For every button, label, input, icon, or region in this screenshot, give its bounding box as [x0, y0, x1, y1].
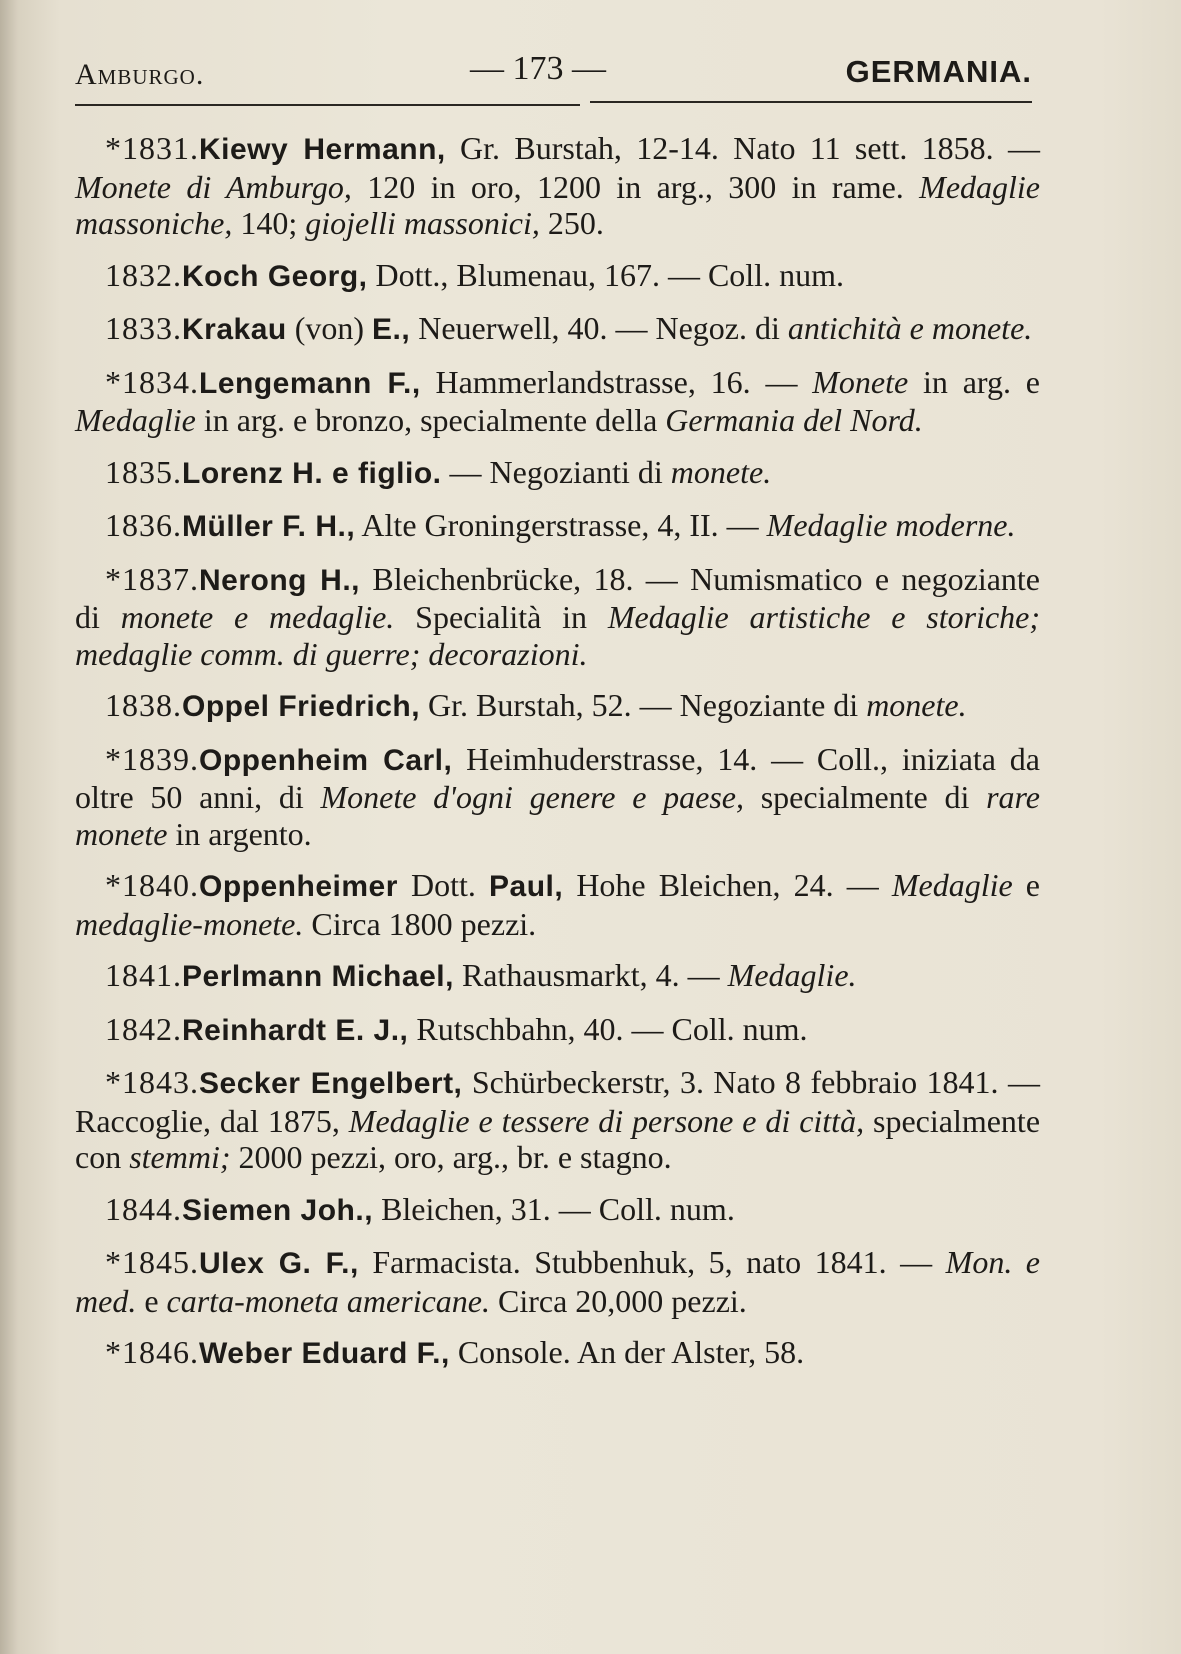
header-rule-left: [75, 104, 580, 106]
entry-italic: Medaglie e tessere di persone e di città,: [348, 1102, 865, 1139]
entry-italic: Medaglie moderne.: [766, 507, 1016, 543]
entry-italic: stemmi;: [129, 1139, 231, 1175]
entry-italic: Monete di Amburgo,: [75, 168, 352, 205]
entry-text: e: [1012, 867, 1041, 903]
entry-text: Specialità in: [394, 599, 608, 635]
entry-name: Oppenheimer: [199, 870, 398, 903]
entry-italic: Medaglie.: [727, 957, 857, 993]
entry-name: Paul,: [489, 870, 564, 903]
entry-1841: [75, 957, 1040, 996]
entry-name: Weber Eduard F.,: [199, 1337, 450, 1370]
entry-italic: Monete d'ogni genere e paese,: [320, 779, 744, 815]
entry-number: 1836.: [105, 507, 182, 543]
entry-number: 1842.: [105, 1010, 182, 1047]
entry-text: Farmacista. Stubbenhuk, 5, nato 1841. —: [358, 1244, 946, 1280]
entry-name: Secker Engelbert,: [199, 1067, 463, 1100]
entry-text: Circa 1800 pezzi.: [303, 905, 537, 942]
entry-text: Dott.: [397, 867, 489, 903]
entry-1834: [75, 364, 1040, 439]
entry-name: Lengemann F.,: [199, 366, 421, 400]
entry-1844: [75, 1191, 1040, 1230]
entry-number: 1841.: [105, 957, 182, 993]
entry-1843: [75, 1064, 1040, 1176]
entry-text: Neuerwell, 40. — Negoz. di: [410, 310, 788, 346]
entry-number: *: [105, 1064, 122, 1100]
entry-text: 120 in oro, 1200 in arg., 300 in rame.: [351, 168, 920, 205]
entry-number: 1833.: [105, 310, 182, 346]
entry-text: Rathausmarkt, 4. —: [453, 957, 728, 993]
entry-name: Perlmann Michael,: [182, 960, 454, 993]
entry-text: in arg. e: [908, 363, 1041, 400]
entry-1831: [75, 130, 1040, 242]
entry-text: Circa 20,000 pezzi.: [489, 1282, 747, 1319]
entry-number: *: [105, 1244, 122, 1280]
entry-italic: Mon. e med.: [75, 1244, 1041, 1319]
entry-name: Müller F. H.,: [182, 510, 356, 543]
entry-name: Reinhardt E. J.,: [182, 1013, 409, 1047]
entry-number: 1846.: [122, 1334, 199, 1370]
entry-number: 1840.: [122, 867, 199, 903]
entry-number: 1837.: [122, 560, 199, 597]
entry-italic: monete e medaglie.: [120, 599, 395, 635]
entry-number: 1835.: [105, 453, 182, 490]
book-page: [75, 50, 1040, 1388]
entry-name: Oppel Friedrich,: [182, 690, 421, 723]
entry-italic: monete.: [670, 453, 772, 490]
entry-text: e: [136, 1282, 167, 1319]
entry-number: 1832.: [105, 256, 182, 293]
entry-text: Rutschbahn, 40. — Coll. num.: [408, 1010, 808, 1047]
entry-italic: monete.: [866, 687, 967, 723]
entry-1839: [75, 741, 1040, 853]
entry-name: Koch Georg,: [182, 259, 368, 293]
entry-text: Gr. Burstah, 52. — Negoziante di: [420, 687, 867, 723]
entry-number: 1838.: [105, 687, 182, 723]
entry-name: E.,: [372, 313, 411, 346]
running-header: [75, 50, 1040, 110]
header-country: GERMANIA.: [845, 54, 1032, 89]
entry-text: Dott., Blumenau, 167. — Coll. num.: [367, 256, 844, 293]
entry-number: *: [105, 1334, 122, 1370]
entry-text: Alte Groningerstrasse, 4, II. —: [355, 507, 767, 543]
entry-list: [75, 130, 1040, 1373]
entry-text: Hohe Bleichen, 24. —: [563, 867, 892, 903]
entry-name: Lorenz H. e figlio.: [182, 456, 442, 490]
entry-text: Bleichenbrücke, 18. — Numismatico e negoziante di: [75, 560, 1041, 635]
entry-number: 1843.: [122, 1064, 199, 1100]
entry-number: 1839.: [122, 740, 199, 777]
entry-italic: giojelli massonici,: [305, 205, 540, 241]
entry-1833: [75, 310, 1040, 349]
entry-number: *: [105, 363, 122, 400]
entry-number: *: [105, 130, 122, 166]
entry-text: specialmente di: [744, 779, 987, 815]
header-city: Amburgo.: [75, 58, 205, 91]
entry-name: Krakau: [182, 313, 287, 346]
entry-name: Nerong H.,: [199, 563, 361, 597]
entry-number: *: [105, 867, 122, 903]
entry-number: *: [105, 740, 122, 777]
entry-number: 1834.: [122, 363, 199, 400]
entry-text: — Negozianti di: [441, 453, 671, 490]
entry-text: 250.: [539, 205, 604, 241]
entry-1845: [75, 1244, 1040, 1319]
entry-number: 1845.: [122, 1244, 199, 1280]
entry-italic: Medaglie: [75, 402, 196, 438]
entry-text: Bleichen, 31. — Coll. num.: [373, 1190, 735, 1227]
entry-italic: Medaglie massoniche,: [75, 168, 1040, 241]
entry-name: Oppenheim Carl,: [199, 743, 453, 777]
entry-number: *: [105, 560, 122, 597]
entry-1832: [75, 257, 1040, 296]
entry-italic: Germania del Nord.: [665, 402, 923, 438]
entry-1835: [75, 454, 1040, 493]
entry-text: (von): [286, 310, 373, 346]
entry-text: in argento.: [167, 815, 312, 852]
entry-1836: [75, 507, 1040, 546]
entry-1846: [75, 1334, 1040, 1373]
entry-1838: [75, 687, 1040, 726]
entry-italic: Monete: [812, 363, 909, 400]
page-number: — 173 —: [470, 50, 606, 87]
entry-italic: Medaglie artistiche e storiche; medaglie comm. di guerre; decorazioni.: [75, 599, 1041, 672]
entry-italic: medaglie-monete.: [75, 905, 304, 942]
entry-text: 140;: [232, 205, 306, 241]
entry-text: specialmente con: [75, 1102, 1041, 1175]
entry-text: Heimhuderstrasse, 14. — Coll., iniziata da oltre 50 anni, di: [75, 740, 1040, 815]
entry-name: Kiewy Hermann,: [199, 133, 446, 166]
entry-text: in arg. e bronzo, specialmente della: [195, 402, 666, 438]
entry-text: Schürbeckerstr, 3. Nato 8 febbraio 1841. — Raccoglie, dal 1875,: [75, 1064, 1041, 1139]
entry-italic: antichità e monete.: [787, 310, 1033, 346]
entry-italic: Medaglie: [891, 867, 1013, 903]
entry-italic: carta-moneta americane.: [166, 1282, 490, 1319]
header-rule-right: [590, 101, 1032, 103]
entry-1837: [75, 561, 1040, 673]
entry-text: 2000 pezzi, oro, arg., br. e stagno.: [230, 1139, 672, 1175]
entry-1840: [75, 867, 1040, 942]
entry-name: Ulex G. F.,: [199, 1247, 359, 1280]
entry-text: Gr. Burstah, 12-14. Nato 11 sett. 1858. —: [445, 130, 1040, 166]
entry-name: Siemen Joh.,: [182, 1193, 374, 1227]
entry-text: Console. An der Alster, 58.: [449, 1334, 805, 1370]
entry-number: 1831.: [122, 130, 199, 166]
entry-1842: [75, 1011, 1040, 1050]
entry-number: 1844.: [105, 1190, 182, 1227]
entry-text: Hammerlandstrasse, 16. —: [420, 363, 813, 400]
entry-italic: rare monete: [75, 779, 1040, 852]
